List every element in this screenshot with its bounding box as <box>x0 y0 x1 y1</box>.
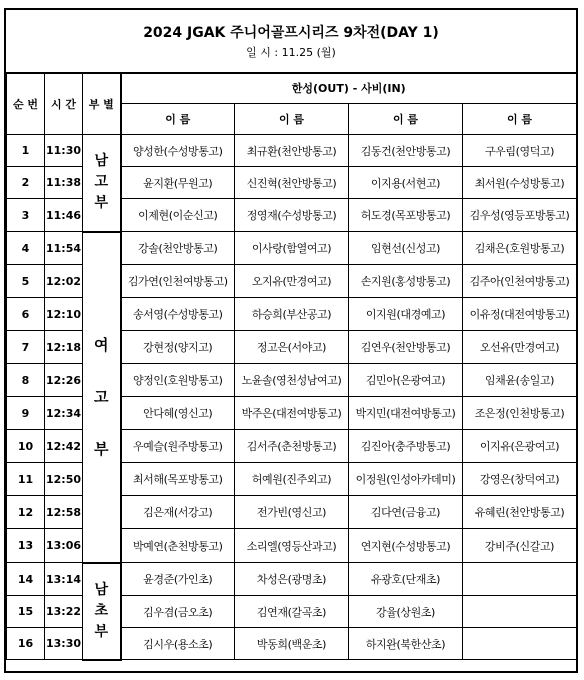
division-cell <box>83 563 121 660</box>
header-course: 한성(OUT) - 사비(IN) <box>121 73 577 104</box>
order-cell: 12 <box>7 496 45 529</box>
time-cell: 12:18 <box>45 331 83 364</box>
division-char: 여 <box>94 336 109 354</box>
player-cell: 이지원(대경예고) <box>349 298 463 331</box>
player-cell: 허예원(진주외고) <box>235 463 349 496</box>
order-cell: 13 <box>7 529 45 563</box>
time-cell: 12:10 <box>45 298 83 331</box>
player-cell: 박지민(대전여방통고) <box>349 397 463 430</box>
player-cell: 김채은(호원방통고) <box>463 232 577 265</box>
schedule-sheet <box>4 8 578 673</box>
player-cell: 이지용(서현고) <box>349 167 463 199</box>
header-name-4: 이 름 <box>463 104 577 135</box>
header-name-2: 이 름 <box>235 104 349 135</box>
player-cell: 강율(상원초) <box>349 596 463 628</box>
header-division: 부 별 <box>83 73 121 135</box>
player-cell: 김주아(인천여방통고) <box>463 265 577 298</box>
order-cell: 8 <box>7 364 45 397</box>
order-cell: 7 <box>7 331 45 364</box>
player-cell: 김동건(천안방통고) <box>349 135 463 167</box>
time-cell: 13:30 <box>45 628 83 660</box>
time-cell: 12:26 <box>45 364 83 397</box>
player-cell: 김우성(영등포방통고) <box>463 199 577 232</box>
division-char: 남 <box>94 581 109 598</box>
division-cell <box>83 232 121 563</box>
player-cell: 유혜린(천안방통고) <box>463 496 577 529</box>
player-cell: 신진혁(천안방통고) <box>235 167 349 199</box>
player-cell: 송서영(수성방통고) <box>121 298 235 331</box>
player-cell <box>463 563 577 596</box>
player-cell: 하승희(부산공고) <box>235 298 349 331</box>
player-cell: 김우겸(금오초) <box>121 596 235 628</box>
order-cell: 6 <box>7 298 45 331</box>
date-line: 일 시 : 11.25 (월) <box>246 46 336 59</box>
player-cell: 최규환(천안방통고) <box>235 135 349 167</box>
player-cell: 이지유(은광여고) <box>463 430 577 463</box>
division-char: 부 <box>94 195 109 212</box>
player-cell <box>463 596 577 628</box>
player-cell: 박주은(대전여방통고) <box>235 397 349 430</box>
time-cell: 11:38 <box>45 167 83 199</box>
time-cell: 12:42 <box>45 430 83 463</box>
header-time: 시 간 <box>45 73 83 135</box>
order-cell: 9 <box>7 397 45 430</box>
division-char: 고 <box>94 174 109 191</box>
player-cell: 전가빈(영신고) <box>235 496 349 529</box>
player-cell: 차성은(광명초) <box>235 563 349 596</box>
order-cell: 1 <box>7 135 45 167</box>
player-cell: 김시우(용소초) <box>121 628 235 660</box>
player-cell: 김은재(서강고) <box>121 496 235 529</box>
page-title: 2024 JGAK 주니어골프시리즈 9차전(DAY 1) <box>143 25 439 41</box>
order-cell: 14 <box>7 563 45 596</box>
time-cell: 12:34 <box>45 397 83 430</box>
player-cell: 김가연(인천여방통고) <box>121 265 235 298</box>
player-cell: 임현선(신성고) <box>349 232 463 265</box>
table-row <box>7 232 577 265</box>
tee-time-table <box>6 72 577 661</box>
player-cell: 우예슬(원주방통고) <box>121 430 235 463</box>
player-cell: 김서주(춘천방통고) <box>235 430 349 463</box>
division-char: 부 <box>94 623 109 640</box>
header-name-1: 이 름 <box>121 104 235 135</box>
player-cell: 윤경준(가인초) <box>121 563 235 596</box>
player-cell: 최서해(목포방통고) <box>121 463 235 496</box>
player-cell: 강영은(창덕여고) <box>463 463 577 496</box>
player-cell: 강현정(양지고) <box>121 331 235 364</box>
player-cell: 이사랑(함열여고) <box>235 232 349 265</box>
division-char: 초 <box>94 602 109 619</box>
player-cell: 조은정(인천방통고) <box>463 397 577 430</box>
time-cell: 13:06 <box>45 529 83 563</box>
time-cell: 11:54 <box>45 232 83 265</box>
player-cell: 구우림(영덕고) <box>463 135 577 167</box>
order-cell: 3 <box>7 199 45 232</box>
division-char: 고 <box>94 388 109 406</box>
table-row <box>7 563 577 596</box>
player-cell: 최서원(수성방통고) <box>463 167 577 199</box>
order-cell: 2 <box>7 167 45 199</box>
player-cell: 오지유(만경여고) <box>235 265 349 298</box>
header-order: 순 번 <box>7 73 45 135</box>
player-cell: 정고은(서야고) <box>235 331 349 364</box>
division-char: 남 <box>94 153 109 170</box>
player-cell: 연지현(수성방통고) <box>349 529 463 563</box>
player-cell: 박예연(춘천방통고) <box>121 529 235 563</box>
player-cell: 안다혜(영신고) <box>121 397 235 430</box>
time-cell: 11:46 <box>45 199 83 232</box>
time-cell: 11:30 <box>45 135 83 167</box>
division-char: 부 <box>94 440 109 458</box>
order-cell: 11 <box>7 463 45 496</box>
player-cell: 소리엘(영등산과고) <box>235 529 349 563</box>
player-cell: 양정인(호원방통고) <box>121 364 235 397</box>
time-cell: 12:02 <box>45 265 83 298</box>
time-cell: 12:58 <box>45 496 83 529</box>
division-cell <box>83 135 121 232</box>
player-cell: 윤지환(무원고) <box>121 167 235 199</box>
player-cell: 양성한(수성방통고) <box>121 135 235 167</box>
player-cell: 오선유(만경여고) <box>463 331 577 364</box>
player-cell: 강비주(신갈고) <box>463 529 577 563</box>
player-cell: 임채윤(송일고) <box>463 364 577 397</box>
table-row <box>7 135 577 167</box>
time-cell: 12:50 <box>45 463 83 496</box>
player-cell: 허도경(목포방통고) <box>349 199 463 232</box>
player-cell: 김다연(금융고) <box>349 496 463 529</box>
title-block <box>6 10 576 74</box>
player-cell: 강솔(천안방통고) <box>121 232 235 265</box>
player-cell <box>463 628 577 660</box>
player-cell: 김민아(은광여고) <box>349 364 463 397</box>
player-cell: 이정원(인성아카데미) <box>349 463 463 496</box>
player-cell: 김연재(갈곡초) <box>235 596 349 628</box>
player-cell: 김연우(천안방통고) <box>349 331 463 364</box>
player-cell: 노윤솔(영천성남여고) <box>235 364 349 397</box>
order-cell: 10 <box>7 430 45 463</box>
schedule-body <box>7 135 577 660</box>
player-cell: 이제현(이순신고) <box>121 199 235 232</box>
player-cell: 김진아(충주방통고) <box>349 430 463 463</box>
player-cell: 정영재(수성방통고) <box>235 199 349 232</box>
header-name-3: 이 름 <box>349 104 463 135</box>
player-cell: 이유정(대전여방통고) <box>463 298 577 331</box>
order-cell: 16 <box>7 628 45 660</box>
order-cell: 15 <box>7 596 45 628</box>
player-cell: 하지완(북한산초) <box>349 628 463 660</box>
time-cell: 13:22 <box>45 596 83 628</box>
order-cell: 5 <box>7 265 45 298</box>
player-cell: 박동희(백운초) <box>235 628 349 660</box>
player-cell: 유광호(단재초) <box>349 563 463 596</box>
time-cell: 13:14 <box>45 563 83 596</box>
player-cell: 손지원(홍성방통고) <box>349 265 463 298</box>
order-cell: 4 <box>7 232 45 265</box>
